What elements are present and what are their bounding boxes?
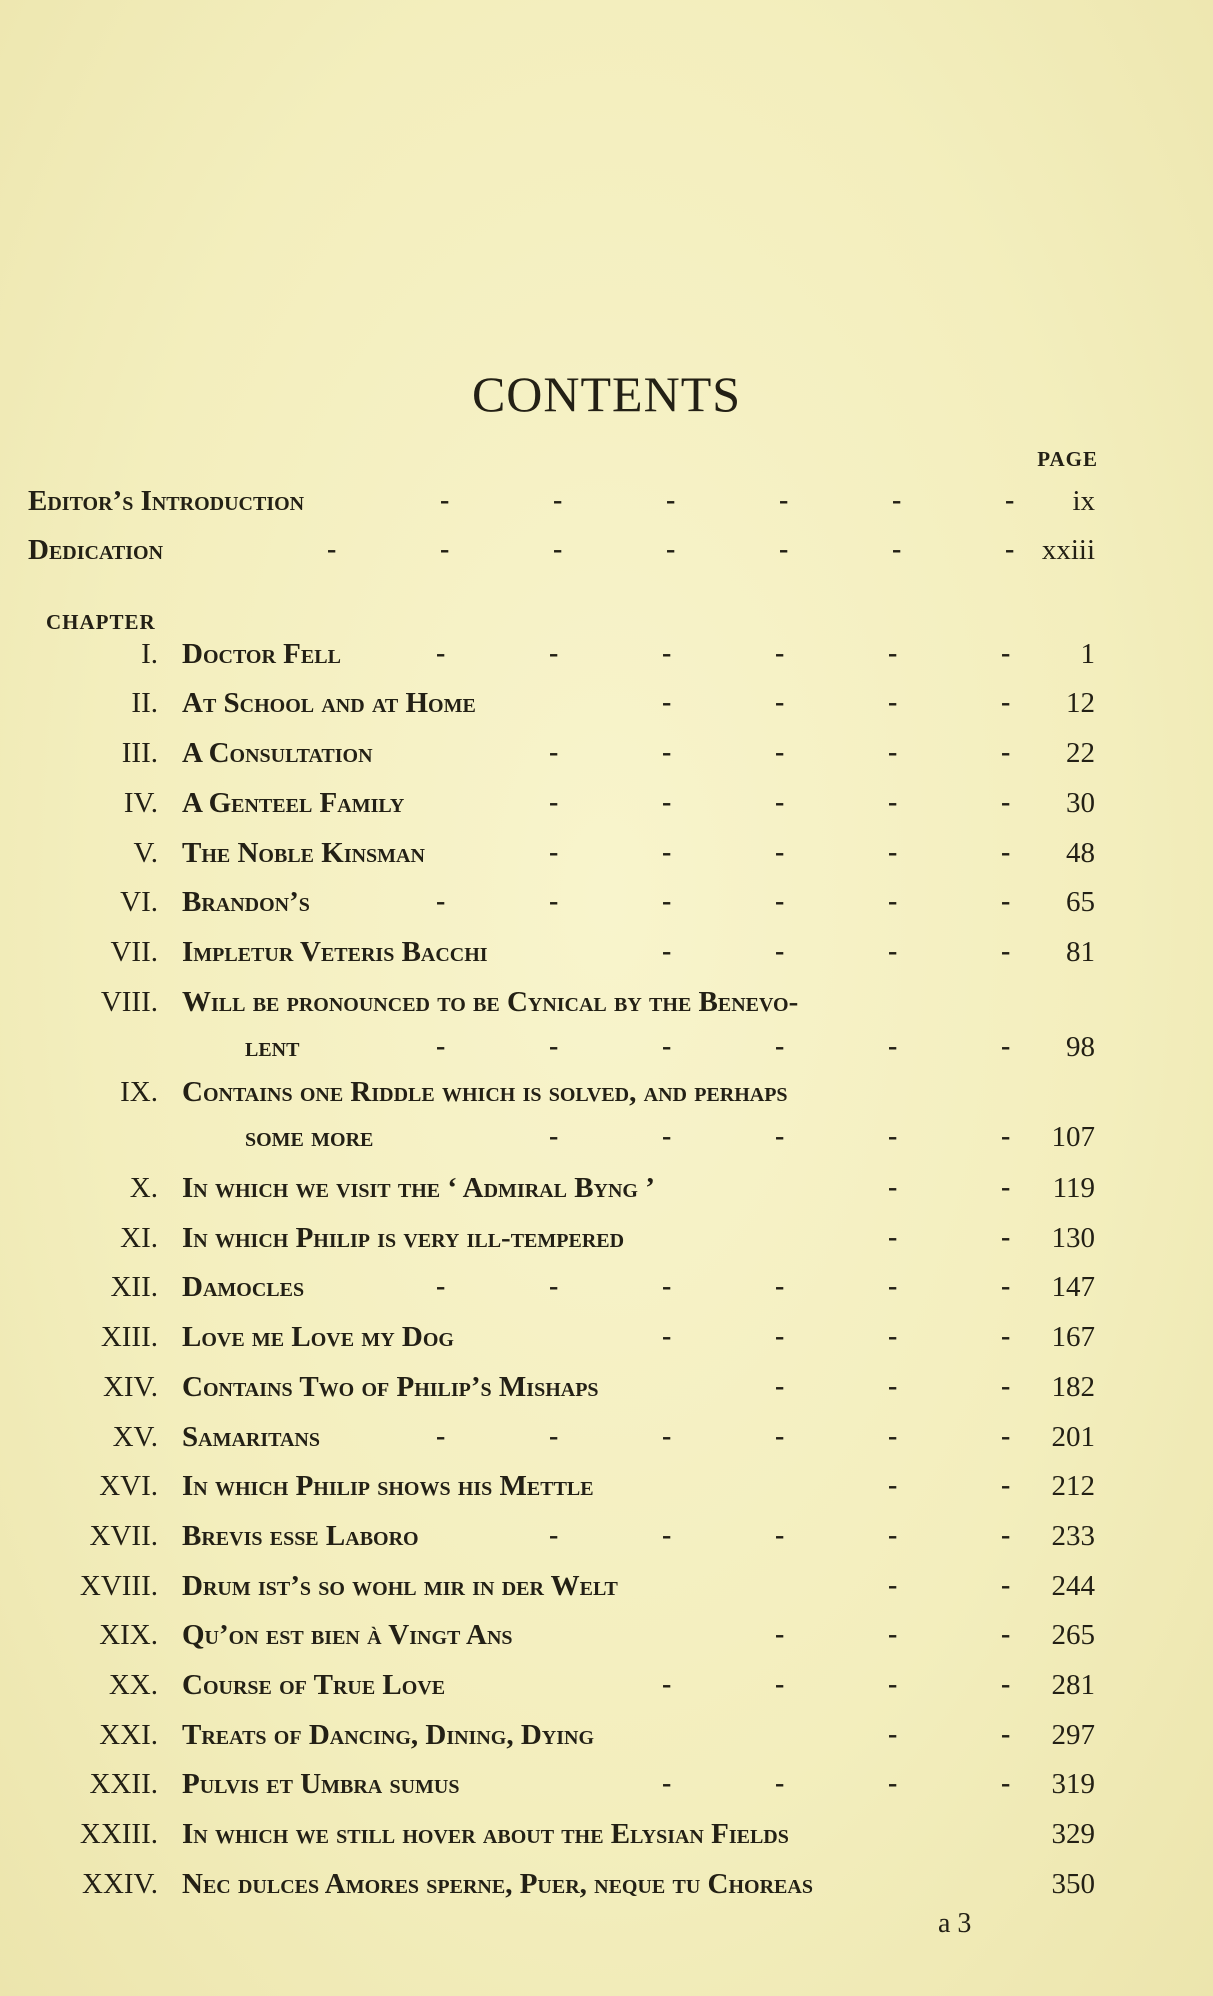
chapter-number: VI. xyxy=(120,886,158,918)
chapter-page: 201 xyxy=(1051,1421,1095,1453)
toc-page: xxiii xyxy=(1041,534,1095,566)
chapter-number: I. xyxy=(141,638,158,670)
chapter-title-continuation: lent xyxy=(245,1031,300,1063)
chapter-title: Samaritans xyxy=(182,1421,320,1453)
chapter-page: 212 xyxy=(1051,1470,1095,1502)
toc-row: XXII. Pulvis et Umbra sumus - - - - 319 xyxy=(89,1768,1095,1800)
page-title: CONTENTS xyxy=(471,366,742,422)
chapter-title: Pulvis et Umbra sumus xyxy=(182,1768,460,1800)
chapter-number: XV. xyxy=(112,1421,158,1453)
chapter-number: XXIV. xyxy=(82,1868,158,1900)
chapter-page: 22 xyxy=(1066,737,1095,769)
chapter-page: 244 xyxy=(1051,1570,1095,1602)
chapter-page: 167 xyxy=(1051,1321,1095,1353)
signature-mark: a 3 xyxy=(938,1908,972,1939)
chapter-number: XIX. xyxy=(99,1619,158,1651)
chapter-title: Doctor Fell xyxy=(182,638,341,670)
chapter-number: XXII. xyxy=(89,1768,158,1800)
chapter-page: 182 xyxy=(1051,1371,1095,1403)
chapter-page: 107 xyxy=(1051,1121,1095,1153)
chapter-page: 1 xyxy=(1080,638,1095,670)
page-column-label: PAGE xyxy=(1037,447,1098,471)
chapter-title: A Genteel Family xyxy=(182,787,405,819)
toc-row: IV. A Genteel Family - - - - - 30 xyxy=(123,787,1095,819)
toc-row: XIX. Qu’on est bien à Vingt Ans - - - 265 xyxy=(99,1619,1095,1651)
chapter-title: In which Philip shows his Mettle xyxy=(182,1470,594,1502)
chapter-page: 12 xyxy=(1066,687,1095,719)
chapter-number: IX. xyxy=(120,1076,158,1108)
toc-row: I. Doctor Fell - - - - - - 1 xyxy=(141,638,1095,670)
chapter-title: Contains one Riddle which is solved, and perhaps xyxy=(182,1076,788,1108)
chapter-page: 81 xyxy=(1066,936,1095,968)
chapter-title: Contains Two of Philip’s Mishaps xyxy=(182,1371,599,1403)
chapter-title: A Consultation xyxy=(182,737,373,769)
chapter-number: XII. xyxy=(110,1271,158,1303)
chapter-page: 233 xyxy=(1051,1520,1095,1552)
chapter-number: XVIII. xyxy=(79,1570,158,1602)
toc-row-front-1 xyxy=(0,485,1213,531)
toc-title: Dedication xyxy=(28,534,164,566)
chapter-page: 319 xyxy=(1051,1768,1095,1800)
chapter-title: In which Philip is very ill-tempered xyxy=(182,1222,625,1254)
toc-row: XI. In which Philip is very ill-tempered - - 130 xyxy=(120,1222,1095,1254)
toc-row xyxy=(0,1818,1213,1864)
chapter-number: XXI. xyxy=(99,1719,158,1751)
chapter-title: Brandon’s xyxy=(182,886,310,918)
chapter-title: Course of True Love xyxy=(182,1669,446,1701)
chapter-number: XX. xyxy=(108,1669,158,1701)
toc-row: VII. Impletur Veteris Bacchi - - - - 81 xyxy=(110,936,1095,968)
chapter-number: X. xyxy=(129,1172,158,1204)
toc-title: Editor’s Introduction xyxy=(28,485,305,517)
dot-leaders: - - - - - - xyxy=(440,485,1015,516)
chapter-page: 65 xyxy=(1066,886,1095,918)
chapter-title: Brevis esse Laboro xyxy=(182,1520,419,1552)
chapter-number: XIII. xyxy=(100,1321,158,1353)
chapter-number: XVII. xyxy=(89,1520,158,1552)
chapter-title: Nec dulces Amores sperne, Puer, neque tu Choreas xyxy=(182,1868,813,1900)
chapter-page: 329 xyxy=(1051,1818,1095,1850)
chapter-title: The Noble Kinsman xyxy=(182,837,425,869)
chapter-number: VIII. xyxy=(100,986,158,1018)
toc-row xyxy=(0,1868,1213,1914)
chapter-number: XIV. xyxy=(102,1371,158,1403)
chapter-column-label: CHAPTER xyxy=(46,610,156,634)
dot-leaders: - - - - - - - xyxy=(327,534,1015,565)
chapter-page: 297 xyxy=(1051,1719,1095,1751)
toc-row: V. The Noble Kinsman - - - - - 48 xyxy=(133,837,1095,869)
chapter-number: V. xyxy=(133,837,158,869)
chapter-title: Drum ist’s so wohl mir in der Welt xyxy=(182,1570,618,1602)
chapter-page: 119 xyxy=(1052,1172,1095,1204)
chapter-title: Damocles xyxy=(182,1271,305,1303)
chapter-number: II. xyxy=(131,687,158,719)
chapter-title: At School and at Home xyxy=(182,687,476,719)
chapter-title-continuation: some more xyxy=(245,1121,374,1153)
toc-row-continuation: lent - - - - - - 98 xyxy=(245,1031,1095,1063)
chapter-title: Love me Love my Dog xyxy=(182,1321,454,1353)
chapter-page: 30 xyxy=(1066,787,1095,819)
chapter-page: 48 xyxy=(1066,837,1095,869)
chapter-title: Qu’on est bien à Vingt Ans xyxy=(182,1619,513,1651)
chapter-title: In which we still hover about the Elysian Fields xyxy=(182,1818,789,1850)
toc-row: VI. Brandon’s - - - - - - 65 xyxy=(120,886,1095,918)
chapter-page: 130 xyxy=(1051,1222,1095,1254)
toc-page: ix xyxy=(1072,485,1095,517)
toc-row-front-2 xyxy=(0,534,1213,580)
toc-row: II. At School and at Home - - - - 12 xyxy=(131,687,1095,719)
toc-row: III. A Consultation - - - - - 22 xyxy=(121,737,1095,769)
chapter-page: 98 xyxy=(1066,1031,1095,1063)
toc-row: XV. Samaritans - - - - - - 201 xyxy=(112,1421,1095,1453)
chapter-title: Treats of Dancing, Dining, Dying xyxy=(182,1719,594,1751)
chapter-number: XI. xyxy=(120,1222,158,1254)
toc-row: XIV. Contains Two of Philip’s Mishaps - - - 182 xyxy=(102,1371,1095,1403)
chapter-number: III. xyxy=(121,737,158,769)
chapter-number: IV. xyxy=(123,787,158,819)
chapter-title: In which we visit the ‘ Admiral Byng ’ xyxy=(182,1172,655,1204)
chapter-page: 147 xyxy=(1051,1271,1095,1303)
toc-row: XVIII. Drum ist’s so wohl mir in der Welt - - 244 xyxy=(79,1570,1095,1602)
toc-row: XVI. In which Philip shows his Mettle - - 212 xyxy=(99,1470,1095,1502)
chapter-page: 281 xyxy=(1051,1669,1095,1701)
toc-row: XII. Damocles - - - - - - 147 xyxy=(110,1271,1095,1303)
chapter-number: VII. xyxy=(110,936,158,968)
toc-row: XX. Course of True Love - - - - 281 xyxy=(108,1669,1095,1701)
toc-row xyxy=(0,986,1213,1032)
chapter-title: Will be pronounced to be Cynical by the Benevo- xyxy=(182,986,799,1018)
toc-row: XVII. Brevis esse Laboro - - - - - 233 xyxy=(89,1520,1095,1552)
toc-row: X. In which we visit the ‘ Admiral Byng ’ - - 119 xyxy=(129,1172,1095,1204)
chapter-page: 265 xyxy=(1051,1619,1095,1651)
toc-row xyxy=(0,1076,1213,1122)
chapter-number: XVI. xyxy=(99,1470,158,1502)
toc-row: XIII. Love me Love my Dog - - - - 167 xyxy=(100,1321,1095,1353)
toc-row: XXI. Treats of Dancing, Dining, Dying - - 297 xyxy=(99,1719,1095,1751)
chapter-page: 350 xyxy=(1051,1868,1095,1900)
toc-row-continuation: some more - - - - - 107 xyxy=(245,1121,1095,1153)
chapter-number: XXIII. xyxy=(79,1818,158,1850)
chapter-title: Impletur Veteris Bacchi xyxy=(182,936,488,968)
